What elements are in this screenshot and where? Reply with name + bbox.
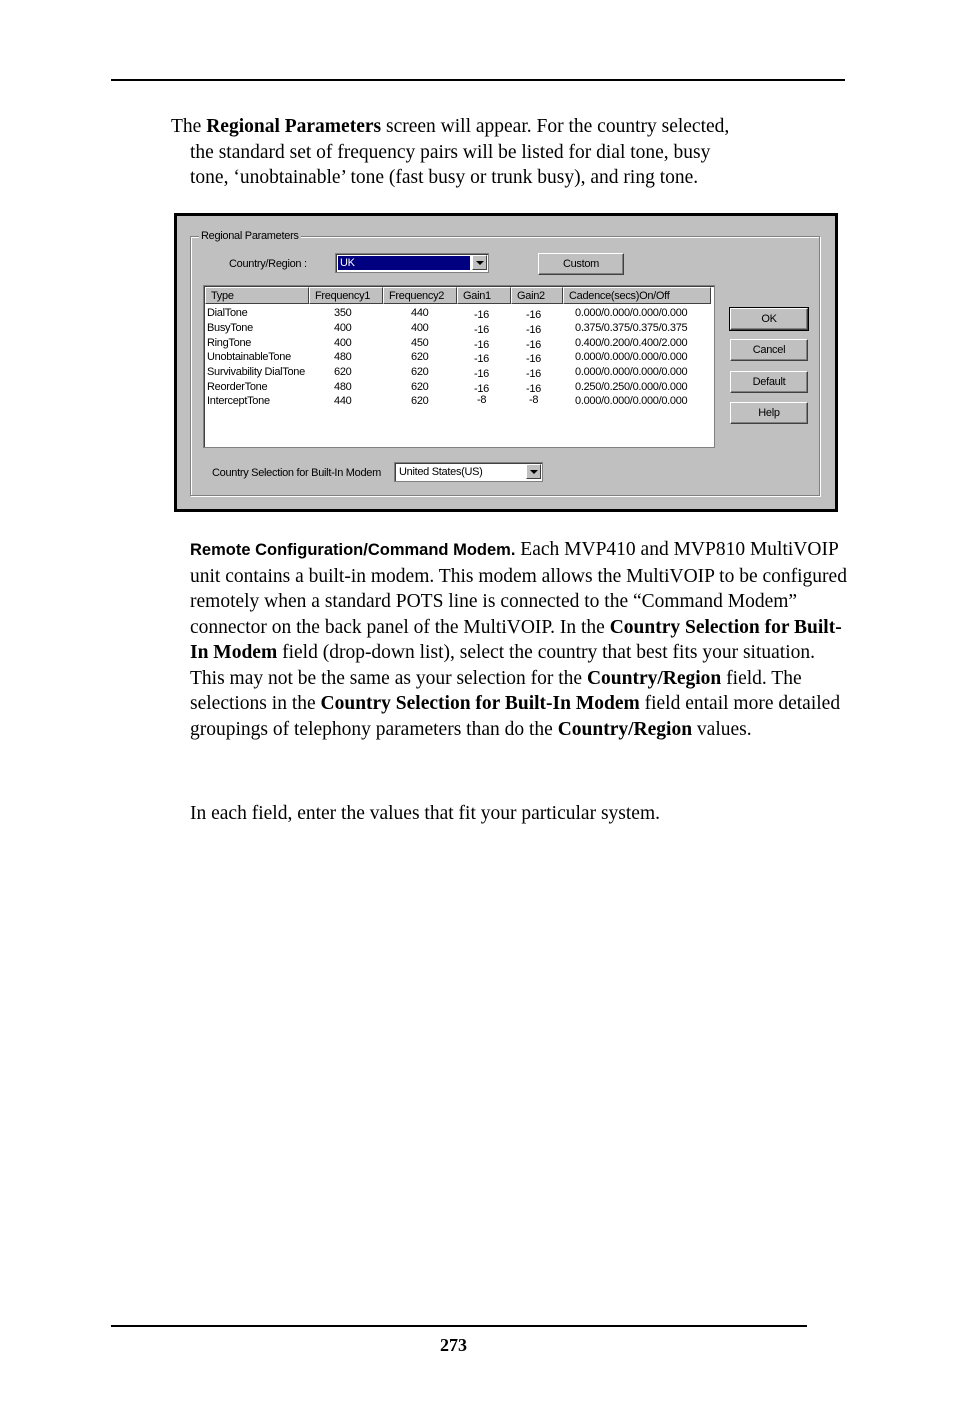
- help-button[interactable]: Help: [730, 402, 808, 424]
- col-type[interactable]: Type: [205, 287, 309, 304]
- page-number: 273: [440, 1335, 467, 1355]
- cell-f2: 440: [411, 307, 429, 319]
- body-text: field. The selections in the: [190, 667, 802, 714]
- body-text: values.: [692, 718, 752, 740]
- body-bold: Country Selection for Built-In Modem: [190, 616, 842, 663]
- col-gain2[interactable]: Gain2: [511, 287, 563, 304]
- custom-button[interactable]: Custom: [538, 253, 624, 275]
- cell-f2: 450: [411, 337, 429, 349]
- chevron-down-icon[interactable]: [472, 255, 487, 270]
- body-bold: Country/Region: [586, 667, 722, 689]
- intro-text-2: screen will appear. For the country selected,: [381, 116, 730, 137]
- chevron-down-icon[interactable]: [526, 464, 541, 479]
- country-region-label: Country/Region :: [229, 258, 307, 270]
- closing-paragraph: In each field, enter the values that fit your particular system.: [190, 803, 660, 824]
- cell-f2: 400: [411, 322, 429, 334]
- tone-list[interactable]: [203, 285, 715, 448]
- bottom-rule: [111, 1325, 807, 1327]
- cell-f2: 620: [411, 381, 429, 393]
- ok-button[interactable]: OK: [730, 308, 808, 330]
- intro-bold: Regional Parameters: [206, 116, 382, 137]
- cell-cadence: 0.000/0.000/0.000/0.000: [575, 395, 688, 407]
- modem-country-select[interactable]: [394, 462, 543, 482]
- cell-f2: 620: [411, 351, 429, 363]
- cell-f2: 620: [411, 366, 429, 378]
- cell-f1: 480: [334, 351, 352, 363]
- cell-f1: 440: [334, 395, 352, 407]
- cell-f1: 350: [334, 307, 352, 319]
- table-row[interactable]: [204, 381, 712, 395]
- col-cadence[interactable]: Cadence(secs)On/Off: [563, 287, 711, 304]
- cell-type: UnobtainableTone: [207, 351, 291, 363]
- cell-g1: -16: [474, 309, 489, 321]
- intro-text: The: [171, 116, 207, 137]
- table-row[interactable]: [204, 395, 712, 409]
- table-row[interactable]: [204, 366, 712, 380]
- cell-cadence: 0.400/0.200/0.400/2.000: [575, 337, 688, 349]
- body-text: field entail more detailed groupings of telephony parameters than do the: [190, 693, 841, 740]
- cell-g2: -16: [526, 383, 541, 395]
- table-row[interactable]: [204, 307, 712, 321]
- cell-g1: -16: [474, 353, 489, 365]
- cell-cadence: 0.250/0.250/0.000/0.000: [575, 381, 688, 393]
- body-bold: Country/Region: [557, 718, 693, 740]
- cell-type: BusyTone: [207, 322, 253, 334]
- top-rule: [111, 79, 845, 81]
- cell-f1: 400: [334, 322, 352, 334]
- cell-type: ReorderTone: [207, 381, 268, 393]
- table-row[interactable]: [204, 337, 712, 351]
- col-frequency2[interactable]: Frequency2: [383, 287, 457, 304]
- cell-g2: -16: [526, 339, 541, 351]
- regional-parameters-dialog: [174, 213, 838, 512]
- intro-line-2: the standard set of frequency pairs will be listed for dial tone, busy: [190, 141, 711, 163]
- cell-type: InterceptTone: [207, 395, 270, 407]
- modem-country-value: United States(US): [399, 466, 483, 478]
- col-frequency1[interactable]: Frequency1: [309, 287, 383, 304]
- cell-g2: -16: [526, 353, 541, 365]
- cancel-button[interactable]: Cancel: [730, 339, 808, 361]
- cell-type: RingTone: [207, 337, 252, 349]
- section-heading: Remote Configuration/Command Modem.: [190, 541, 516, 559]
- cell-g1: -8: [477, 394, 487, 406]
- cell-type: Survivability DialTone: [207, 366, 305, 378]
- cell-f1: 480: [334, 381, 352, 393]
- cell-type: DialTone: [207, 307, 248, 319]
- modem-paragraph: [190, 537, 850, 742]
- cell-f1: 400: [334, 337, 352, 349]
- cell-g2: -16: [526, 368, 541, 380]
- cell-g2: -16: [526, 309, 541, 321]
- cell-f1: 620: [334, 366, 352, 378]
- cell-f2: 620: [411, 395, 429, 407]
- body-text: Each MVP410 and MVP810 MultiVOIP unit contains a built-in modem. This modem allows the MultiVOIP to be configured remotely when a standard POTS line is connected to the “Command Modem” connector on the back panel of the MultiVOIP. In the: [190, 539, 847, 638]
- cell-g1: -16: [474, 324, 489, 336]
- intro-paragraph: [171, 114, 851, 191]
- cell-g1: -16: [474, 383, 489, 395]
- cell-g1: -16: [474, 339, 489, 351]
- table-row[interactable]: [204, 351, 712, 365]
- intro-line-3: tone, ‘unobtainable’ tone (fast busy or trunk busy), and ring tone.: [190, 167, 699, 188]
- cell-cadence: 0.000/0.000/0.000/0.000: [575, 351, 688, 363]
- modem-country-label: Country Selection for Built-In Modem: [212, 467, 381, 479]
- default-button[interactable]: Default: [730, 371, 808, 393]
- table-row[interactable]: [204, 322, 712, 336]
- body-text: field (drop-down list), select the country that best fits your situation. This may not be the same as your selection for the: [190, 642, 815, 689]
- cell-cadence: 0.000/0.000/0.000/0.000: [575, 366, 688, 378]
- cell-g2: -16: [526, 324, 541, 336]
- country-region-select[interactable]: [335, 253, 489, 273]
- col-gain1[interactable]: Gain1: [457, 287, 511, 304]
- cell-g2: -8: [529, 394, 539, 406]
- cell-g1: -16: [474, 368, 489, 380]
- group-label: Regional Parameters: [201, 230, 299, 242]
- country-region-value: UK: [338, 256, 470, 270]
- cell-cadence: 0.000/0.000/0.000/0.000: [575, 307, 688, 319]
- body-bold: Country Selection for Built-In Modem: [320, 693, 640, 714]
- cell-cadence: 0.375/0.375/0.375/0.375: [575, 322, 688, 334]
